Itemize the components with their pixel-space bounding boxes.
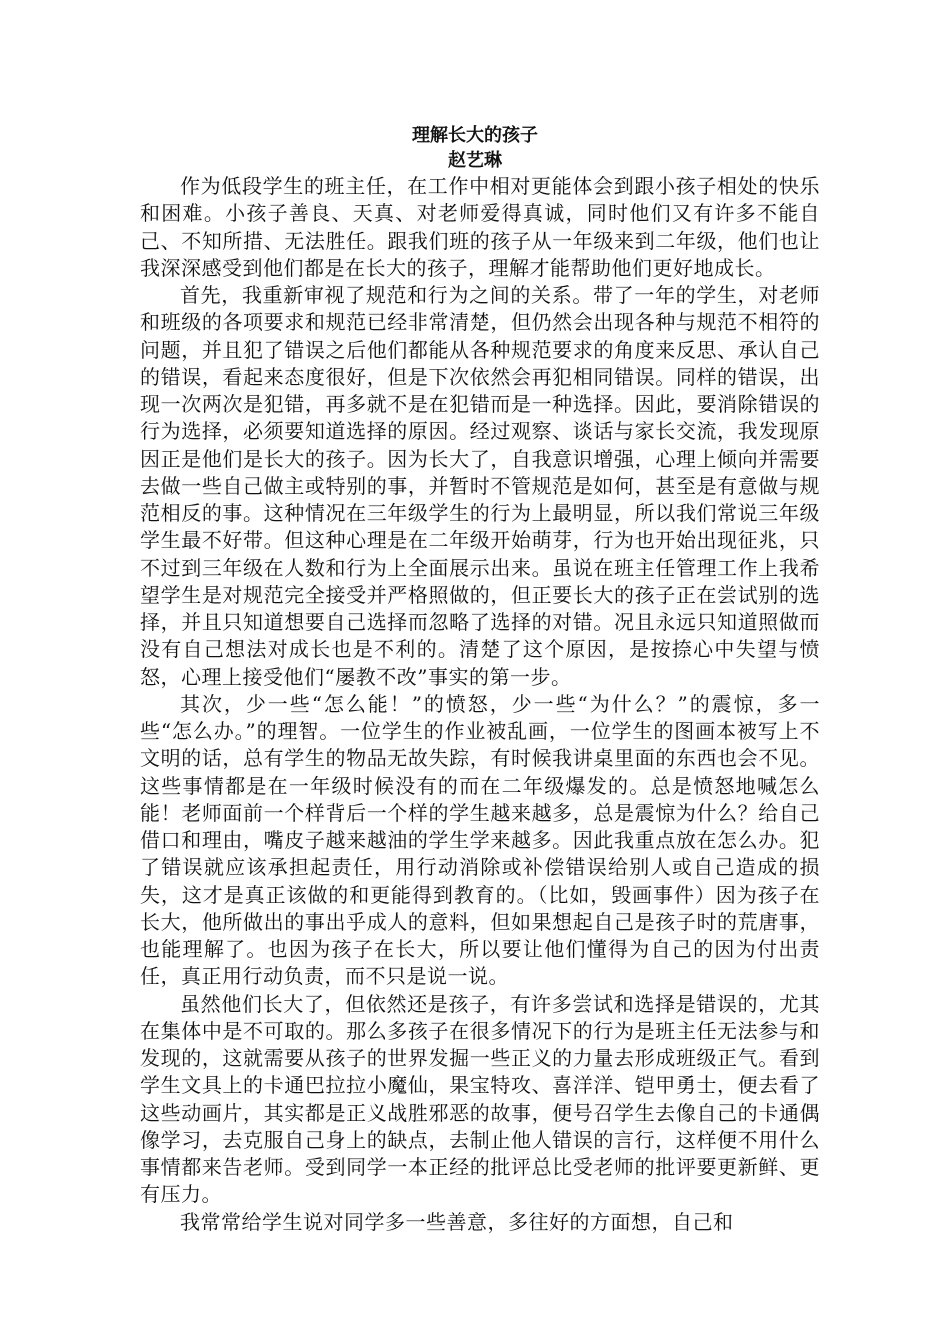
paragraph-second-point: 其次，少一些“怎么能！”的愤怒，少一些“为什么？”的震惊，多一些“怎么办。”的理智。一位学生的作业被乱画，一位学生的图画本被写上不文明的话，总有学生的物品无故失踪，有时候我讲桌里面的东西也会不见。这些事情都是在一年级时候没有的而在二年级爆发的。总是愤怒地喊怎么能！老师面前一个样背后一个样的学生越来越多，总是震惊为什么？给自己借口和理由，嘴皮子越来越油的学生学来越多。因此我重点放在怎么办。犯了错误就应该承担起责任，用行动消除或补偿错误给别人或自己造成的损失，这才是真正该做的和更能得到教育的。（比如，毁画事件）因为孩子在长大，他所做出的事出乎成人的意料，但如果想起自己是孩子时的荒唐事，也能理解了。也因为孩子在长大，所以要让他们懂得为自己的因为付出责任，真正用行动负责，而不只是说一说。 (140, 691, 820, 989)
paragraph-third-point: 虽然他们长大了，但依然还是孩子，有许多尝试和选择是错误的，尤其在集体中是不可取的。那么多孩子在很多情况下的行为是班主任无法参与和发现的，这就需要从孩子的世界发掘一些正义的力量去形成班级正气。看到学生文具上的卡通巴拉拉小魔仙，果宝特攻、喜洋洋、铠甲勇士，便去看了这些动画片，其实都是正义战胜邪恶的故事，便号召学生去像自己的卡通偶像学习，去克服自己身上的缺点，去制止他人错误的言行，这样便不用什么事情都来告老师。受到同学一本正经的批评总比受老师的批评要更新鲜、更有压力。 (140, 991, 820, 1207)
document-body (140, 173, 820, 1236)
paragraph-intro: 作为低段学生的班主任，在工作中相对更能体会到跟小孩子相处的快乐和困难。小孩子善良、天真、对老师爱得真诚，同时他们又有许多不能自己、不知所措、无法胜任。跟我们班的孩子从一年级来到二年级，他们也让我深深感受到他们都是在长大的孩子，理解才能帮助他们更好地成长。 (140, 174, 820, 280)
paragraph-fourth-point: 我常常给学生说对同学多一些善意，多往好的方面想，自己和 (180, 1209, 734, 1234)
paragraph-first-point: 首先，我重新审视了规范和行为之间的关系。带了一年的学生，对老师和班级的各项要求和规范已经非常清楚，但仍然会出现各种与规范不相符的问题，并且犯了错误之后他们都能从各种规范要求的角度来反思、承认自己的错误，看起来态度很好，但是下次依然会再犯相同错误。同样的错误，出现一次两次是犯错，再多就不是在犯错而是一种选择。因此，要消除错误的行为选择，必须要知道选择的原因。经过观察、谈话与家长交流，我发现原因正是他们是长大的孩子。因为长大了，自我意识增强，心理上倾向并需要去做一些自己做主或特别的事，并暂时不管规范是如何，甚至是有意做与规范相反的事。这种情况在三年级学生的行为上最明显，所以我们常说三年级学生最不好带。但这种心理是在二年级开始萌芽，行为也开始出现征兆，只不过到三年级在人数和行为上全面展示出来。虽说在班主任管理工作上我希望学生是对规范完全接受并严格照做的，但正要长大的孩子正在尝试别的选择，并且只知道想要自己选择而忽略了选择的对错。况且永远只知道照做而没有自己想法对成长也是不利的。清楚了这个原因，是按捺心中失望与愤怒，心理上接受他们“屡教不改”事实的第一步。 (140, 283, 820, 689)
document-author: 赵艺琳 (448, 150, 502, 171)
document-title: 理解长大的孩子 (412, 125, 538, 146)
